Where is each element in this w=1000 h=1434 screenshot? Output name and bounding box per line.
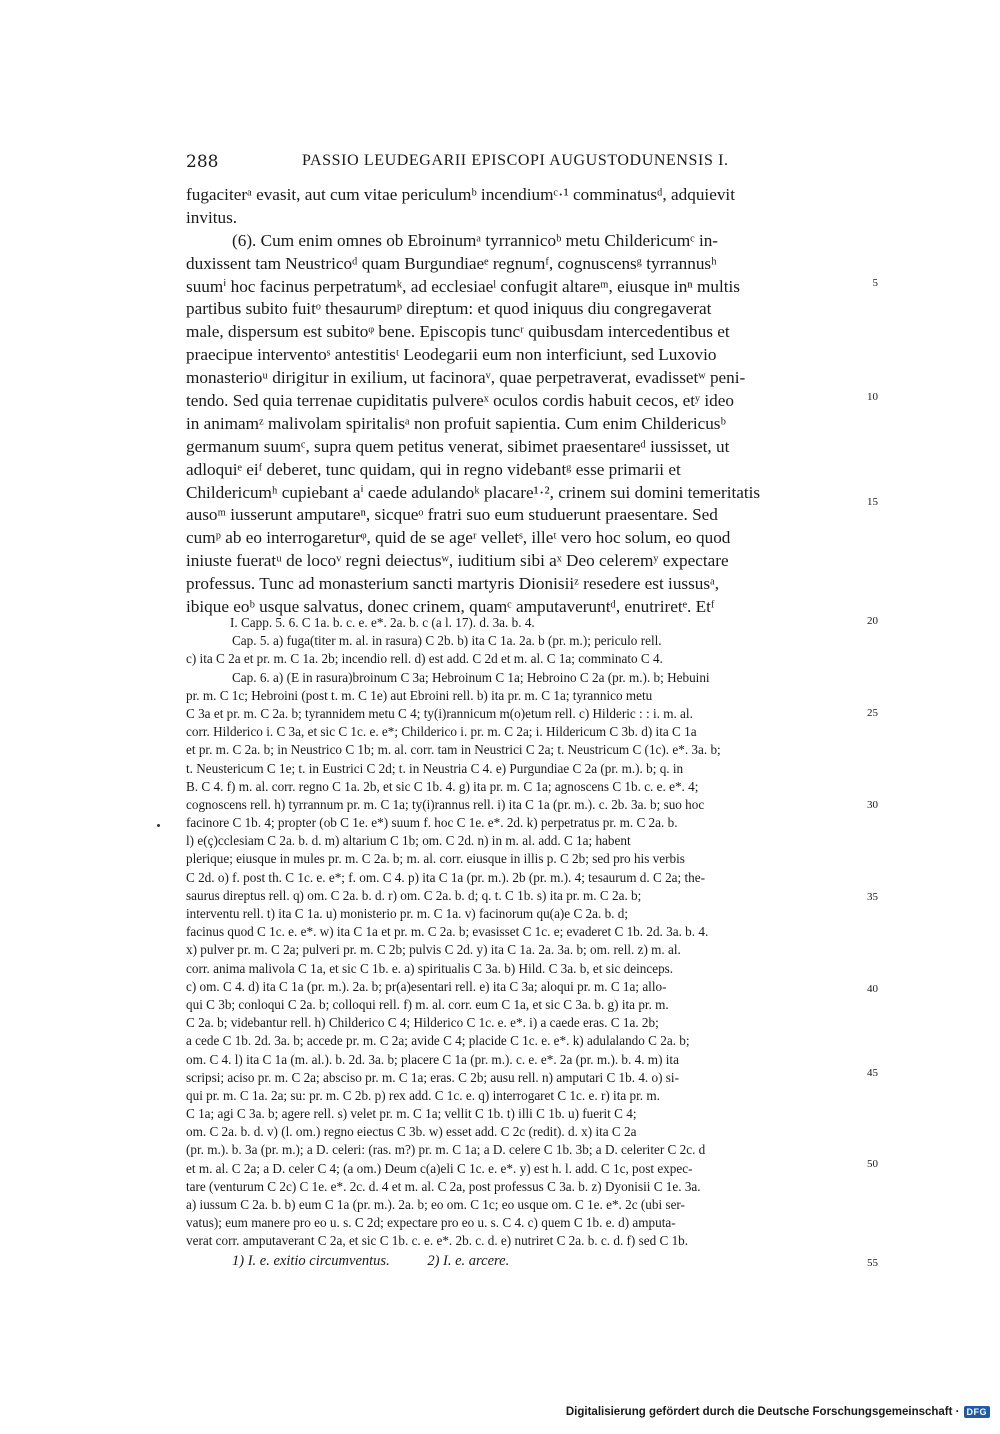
line-number: 25 bbox=[867, 707, 878, 719]
text-line: praecipue interventoˢ antestitisᵗ Leodegarii eum non interficiunt, sed Luxovio bbox=[186, 345, 717, 365]
text-line: professus. Tunc ad monasterium sancti martyris Dionisiiᶻ resedere est iussusᵃ, bbox=[186, 574, 720, 594]
apparatus-line: verat corr. amputaverant C 2a, et sic C 1b. c. e. e*. 2b. c. d. e) nutriret C 2a. b. c. d. f) sed C 1b. bbox=[186, 1233, 689, 1249]
page-number: 288 bbox=[186, 152, 219, 172]
footnote: 2) I. e. arcere. bbox=[427, 1253, 510, 1269]
apparatus-line: scripsi; aciso pr. m. C 2a; absciso pr. m. C 1a; eras. C 2b; ausu rell. n) amputari C 1b. 4. o) si- bbox=[186, 1069, 679, 1085]
text-line: cumᵖ ab eo interrogareturᵠ, quid de se ageʳ velletˢ, illeᵗ vero hoc solum, eo quod bbox=[186, 528, 731, 548]
apparatus-line: I. Capp. 5. 6. C 1a. b. c. e. e*. 2a. b. c (a l. 17). d. 3a. b. 4. bbox=[230, 615, 535, 630]
text-line: ibique eoᵇ usque salvatus, donec crinem, quamᶜ amputaveruntᵈ, enutriretᵉ. Etᶠ bbox=[186, 597, 715, 617]
apparatus-line: Cap. 5. a) fuga(titer m. al. in rasura) C 2b. b) ita C 1a. 2a. b (pr. m.); periculo rell. bbox=[232, 633, 662, 649]
line-number: 55 bbox=[867, 1257, 878, 1269]
apparatus-line: et m. al. C 2a; a D. celer C 4; (a om.) Deum c(a)eli C 1c. e. e*. y) est h. l. add. C 1c, post expec- bbox=[186, 1160, 693, 1176]
apparatus-line: C 1a; agi C 3a. b; agere rell. s) velet pr. m. C 1a; vellit C 1b. t) illi C 1b. u) fuerit C 4; bbox=[186, 1106, 637, 1122]
apparatus-line: qui C 3b; conloqui C 2a. b; colloqui rell. f) m. al. corr. eum C 1a, et sic C 3a. b. g) ita pr. m. bbox=[186, 996, 669, 1012]
apparatus-line: et pr. m. C 2a. b; in Neustrico C 1b; m. al. corr. tam in Neustrici C 2a; t. Neustricum C (1c). e*. 3a. b; bbox=[186, 742, 721, 758]
apparatus-line: tare (venturum C 2c) C 1e. e*. 2c. d. 4 et m. al. C 2a, post professus C 3a. b. z) Dyonisii C 1e. 3a. bbox=[186, 1178, 701, 1194]
text-line: suumⁱ hoc facinus perpetratumᵏ, ad ecclesiaeˡ confugit altareᵐ, eiusque inⁿ multis bbox=[186, 276, 740, 296]
critical-apparatus bbox=[186, 614, 862, 1251]
apparatus-line: om. C 2a. b. d. v) (l. om.) regno eiectus C 3b. w) esset add. C 2c (redit). d. x) ita C 2a bbox=[186, 1124, 637, 1140]
apparatus-line: c) ita C 2a et pr. m. C 1a. 2b; incendio rell. d) est add. C 2d et m. al. C 1a; comminato C 4. bbox=[186, 651, 663, 667]
apparatus-line: C 2d. o) f. post th. C 1c. e. e*; f. om. C 4. p) ita C 1a (pr. m.). 2b (pr. m.). 4; tesaurum d. C 2a; the- bbox=[186, 869, 705, 885]
text-line: ausoᵐ iusserunt amputareⁿ, sicqueᵒ fratri suo eum studuerunt praesentare. Sed bbox=[186, 505, 718, 525]
text-line: Childericumʰ cupiebant aⁱ caede adulandoᵏ placare¹·², crinem sui domini temeritatis bbox=[186, 482, 761, 502]
main-text bbox=[186, 184, 862, 619]
line-number: 20 bbox=[867, 615, 878, 627]
apparatus-line: om. C 4. l) ita C 1a (m. al.). b. 2d. 3a. b; placere C 1a (pr. m.). c. e. e*. 2a (pr. m.). b. 4. m) ita bbox=[186, 1051, 679, 1067]
text-line: iniuste fueratᵘ de locoᵛ regni deiectusʷ, iuditium sibi aˣ Deo celeremʸ expectare bbox=[186, 551, 729, 571]
apparatus-line: facinore C 1b. 4; propter (ob C 1e. e*) suum f. hoc C 1e. e*. 2d. k) perpetratus pr. m. C 2a. b. bbox=[186, 815, 678, 831]
apparatus-line: saurus direptus rell. q) om. C 2a. b. d. r) om. C 2a. b. d; q. t. C 1b. s) ita pr. m. C 2a. b; bbox=[186, 887, 642, 903]
text-line: adloquiᵉ eiᶠ deberet, tunc quidam, qui in regno videbantᵍ esse primarii et bbox=[186, 459, 681, 479]
scan-speck bbox=[157, 824, 160, 827]
apparatus-line: l) e(ç)cclesiam C 2a. b. d. m) altarium C 1b; om. C 2d. n) in m. al. add. C 1a; habent bbox=[186, 833, 631, 849]
apparatus-line: x) pulver pr. m. C 2a; pulveri pr. m. C 2b; pulvis C 2d. y) ita C 1a. 2a. 3a. b; om. rell. z) m. al. bbox=[186, 942, 681, 958]
digitization-notice bbox=[566, 1404, 990, 1420]
digitization-text: Digitalisierung gefördert durch die Deutsche Forschungsgemeinschaft · bbox=[565, 1406, 960, 1418]
apparatus-line: t. Neustericum C 1e; t. in Eustrici C 2d; t. in Neustria C 4. e) Purgundiae C 2a (pr. m.). b; q. in bbox=[186, 760, 684, 776]
footnote: 1) I. e. exitio circumventus. bbox=[232, 1253, 390, 1269]
text-line: male, dispersum est subitoᵠ bene. Episcopis tuncʳ quibusdam intercedentibus et bbox=[186, 322, 730, 342]
apparatus-line: C 3a et pr. m. C 2a. b; tyrannidem metu C 4; ty(i)rannicum m(o)etum rell. c) Hilderic : : i. m. al. bbox=[186, 705, 693, 721]
apparatus-line: corr. anima malivola C 1a, et sic C 1b. e. a) spiritualis C 3a. b) Hild. C 3a. b, et sic deinceps. bbox=[186, 960, 674, 976]
page-header bbox=[186, 152, 862, 174]
text-line: (6). Cum enim omnes ob Ebroinumᵃ tyrrannicoᵇ metu Childericumᶜ in- bbox=[232, 230, 719, 250]
text-line: partibus subito fuitᵒ thesaurumᵖ direptum: et quod iniquus diu congregaverat bbox=[186, 299, 712, 319]
text-line: fugaciterᵃ evasit, aut cum vitae periculumᵇ incendiumᶜ·¹ comminatusᵈ, adquievit bbox=[186, 185, 735, 204]
line-number: 15 bbox=[867, 496, 878, 508]
apparatus-line: vatus); eum manere pro eo u. s. C 2d; expectare pro eo u. s. C 4. c) quem C 1b. e. d) amputa- bbox=[186, 1215, 676, 1231]
dfg-logo-icon: DFG bbox=[964, 1406, 991, 1418]
running-title: PASSIO LEUDEGARII EPISCOPI AUGUSTODUNENSIS I. bbox=[302, 152, 729, 169]
apparatus-line: facinus quod C 1c. e. e*. w) ita C 1a et pr. m. C 2a. b; evasisset C 1c. e; evaderet C 1b. 2d. 3a. b. 4. bbox=[186, 924, 709, 940]
text-line: germanum suumᶜ, supra quem petitus venerat, sibimet praesentareᵈ iussisset, ut bbox=[186, 436, 730, 456]
text-line: in animamᶻ malivolam spiritalisᵃ non profuit sapientia. Cum enim Childericusᵇ bbox=[186, 413, 726, 433]
apparatus-line: interventu rell. t) ita C 1a. u) monisterio pr. m. C 1a. v) facinorum qu(a)e C 2a. b. d; bbox=[186, 906, 629, 921]
text-line: monasterioᵘ dirigitur in exilium, ut facinoraᵛ, quae perpetraverat, evadissetʷ peni- bbox=[186, 368, 746, 388]
footnotes bbox=[232, 1253, 852, 1273]
apparatus-line: plerique; eiusque in mules pr. m. C 2a. b; m. al. corr. eiusque in illis p. C 2b; sed pro his verbis bbox=[186, 851, 685, 867]
apparatus-line: qui pr. m. C 1a. 2a; su: pr. m. C 2b. p) rex add. C 1c. e. q) interrogaret C 1c. e. r) ita pr. m. bbox=[186, 1087, 660, 1103]
apparatus-line: B. C 4. f) m. al. corr. regno C 1a. 2b, et sic C 1b. 4. g) ita pr. m. C 1a; agnoscens C 1b. c. e. e*. 4; bbox=[186, 778, 699, 794]
apparatus-line: (pr. m.). b. 3a (pr. m.); a D. celeri: (ras. m?) pr. m. C 1a; a D. celere C 1b. 3b; a D. celeriter C 2c. d bbox=[186, 1142, 706, 1158]
line-number: 5 bbox=[872, 277, 878, 289]
line-number: 45 bbox=[867, 1067, 878, 1079]
apparatus-line: c) om. C 4. d) ita C 1a (pr. m.). 2a. b; pr(a)esentari rell. e) ita C 3a; aloqui pr. m. C 1a; allo- bbox=[186, 978, 667, 994]
apparatus-line: cognoscens rell. h) tyrrannum pr. m. C 1a; ty(i)rannus rell. i) ita C 1a (pr. m.). c. 2b. 3a. b; suo hoc bbox=[186, 796, 705, 812]
text-line: duxissent tam Neustricoᵈ quam Burgundiaeᵉ regnumᶠ, cognuscensᵍ tyrrannusʰ bbox=[186, 253, 717, 273]
line-number: 40 bbox=[867, 983, 878, 995]
text-line: invitus. bbox=[186, 207, 238, 227]
apparatus-line: Cap. 6. a) (E in rasura)broinum C 3a; Hebroinum C 1a; Hebroino C 2a (pr. m.). b; Hebuini bbox=[232, 669, 710, 685]
text-line: tendo. Sed quia terrenae cupiditatis pulvereˣ oculos cordis habuit cecos, etʸ ideo bbox=[186, 391, 734, 411]
line-number: 10 bbox=[867, 391, 878, 403]
apparatus-line: a) iussum C 2a. b. b) eum C 1a (pr. m.). 2a. b; eo om. C 1c; eo usque om. C 1e. e*. 2c (ubi ser- bbox=[186, 1197, 685, 1212]
apparatus-line: a cede C 1b. 2d. 3a. b; accede pr. m. C 2a; avide C 4; placide C 1c. e. e*. k) adulalando C 2a. b; bbox=[186, 1033, 690, 1049]
apparatus-line: corr. Hilderico i. C 3a, et sic C 1c. e. e*; Childerico i. pr. m. C 2a; i. Hildericum C 3b. d) ita C 1a bbox=[186, 724, 697, 740]
line-number: 30 bbox=[867, 799, 878, 811]
apparatus-line: pr. m. C 1c; Hebroini (post t. m. C 1e) aut Ebroini rell. b) ita pr. m. C 1a; tyrannico metu bbox=[186, 687, 653, 703]
line-number: 50 bbox=[867, 1158, 878, 1170]
line-number: 35 bbox=[867, 891, 878, 903]
apparatus-line: C 2a. b; videbantur rell. h) Childerico C 4; Hilderico C 1c. e. e*. i) a caede eras. C 1a. 2b; bbox=[186, 1015, 659, 1031]
